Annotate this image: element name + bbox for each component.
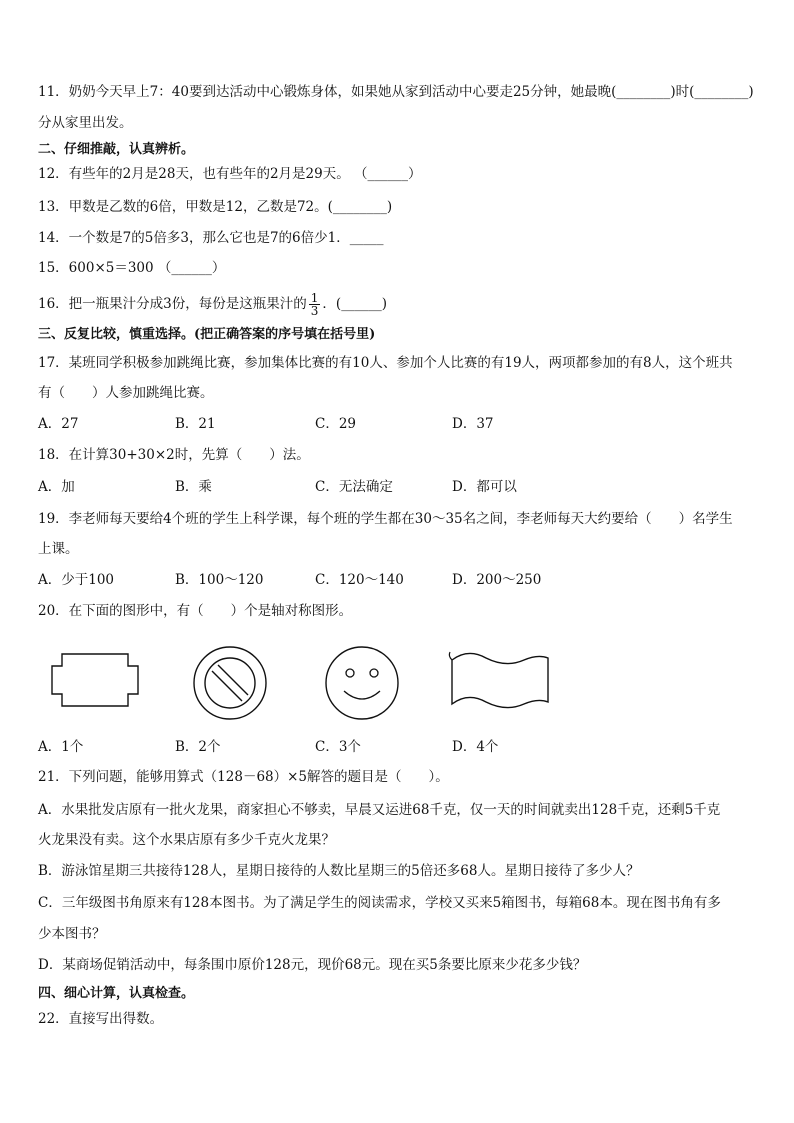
q11-line1: 11．奶奶今天早上7：40要到达活动中心锻炼身体，如果她从家到活动中心要走25分钟，她最晚(________)时(________) [38, 84, 754, 100]
q20-option-b[interactable]: B．2个 [175, 739, 221, 755]
section-4-heading: 四、细心计算，认真检查。 [38, 986, 195, 1001]
q19-option-d[interactable]: D．200～250 [452, 572, 542, 588]
q20-option-c[interactable]: C．3个 [315, 739, 361, 755]
q16-text-after: ．(______) [322, 296, 387, 312]
q18: 18．在计算30+30×2时，先算（ ）法。 [38, 447, 310, 463]
flag-shape-figure [444, 650, 554, 720]
q16-text-before: 16．把一瓶果汁分成3份，每份是这瓶果汁的 [38, 296, 307, 312]
section-3-heading: 三、反复比较，慎重选择。(把正确答案的序号填在括号里) [38, 327, 376, 342]
q18-option-c[interactable]: C．无法确定 [315, 479, 393, 495]
q17-line2: 有（ ）人参加跳绳比赛。 [38, 385, 214, 401]
q14: 14．一个数是7的5倍多3，那么它也是7的6倍少1．_____ [38, 230, 384, 246]
q21: 21．下列问题，能够用算式（128－68）×5解答的题目是（ ）。 [38, 769, 449, 785]
smiley-face-figure [324, 645, 400, 721]
q22: 22．直接写出得数。 [38, 1011, 164, 1027]
q17-option-c[interactable]: C．29 [315, 416, 357, 432]
q17-option-b[interactable]: B．21 [175, 416, 216, 432]
q20: 20．在下面的图形中，有（ ）个是轴对称图形。 [38, 603, 353, 619]
q19-option-a[interactable]: A．少于100 [38, 572, 115, 588]
q20-option-a[interactable]: A．1个 [38, 739, 84, 755]
q17-option-d[interactable]: D．37 [452, 416, 494, 432]
q19-line2: 上课。 [38, 541, 79, 557]
q21-option-c-line2[interactable]: 少本图书？ [38, 926, 106, 942]
q18-option-b[interactable]: B．乘 [175, 479, 212, 495]
notched-rectangle-figure [50, 652, 140, 708]
q21-option-c-line1[interactable]: C．三年级图书角原来有128本图书。为了满足学生的阅读需求，学校又买来5箱图书，每箱68本。现在图书角有多 [38, 895, 721, 911]
fraction-numerator: 1 [310, 291, 319, 305]
fraction-denominator: 3 [310, 304, 319, 318]
fraction [309, 292, 321, 317]
q21-option-a-line2[interactable]: 火龙果没有卖。这个水果店原有多少千克火龙果？ [38, 832, 335, 848]
q15: 15．600×5＝300 （______） [38, 260, 226, 276]
q21-option-b[interactable]: B．游泳馆星期三共接待128人，星期日接待的人数比星期三的5倍还多68人。星期日接待了多少人？ [38, 863, 640, 879]
q16 [38, 289, 387, 319]
q19-line1: 19．李老师每天要给4个班的学生上科学课，每个班的学生都在30～35名之间，李老师每天大约要给（ ）名学生 [38, 511, 733, 527]
q21-option-a-line1[interactable]: A．水果批发店原有一批火龙果，商家担心不够卖，早晨又运进68千克，仅一天的时间就卖出128千克，还剩5千克 [38, 802, 721, 818]
q17-line1: 17．某班同学积极参加跳绳比赛，参加集体比赛的有10人、参加个人比赛的有19人，两项都参加的有8人，这个班共 [38, 355, 733, 371]
q21-option-d[interactable]: D．某商场促销活动中，每条围巾原价128元，现价68元。现在买5条要比原来少花多少钱？ [38, 957, 587, 973]
section-2-heading: 二、仔细推敲，认真辨析。 [38, 142, 195, 157]
q18-option-a[interactable]: A．加 [38, 479, 75, 495]
q20-option-d[interactable]: D．4个 [452, 739, 499, 755]
no-entry-sign-figure [192, 645, 268, 721]
q12: 12．有些年的2月是28天，也有些年的2月是29天。 （______） [38, 166, 422, 182]
q13: 13．甲数是乙数的6倍，甲数是12，乙数是72。(________) [38, 199, 393, 215]
q19-option-b[interactable]: B．100～120 [175, 572, 264, 588]
q11-line2: 分从家里出发。 [38, 115, 133, 131]
q18-option-d[interactable]: D．都可以 [452, 479, 517, 495]
q19-option-c[interactable]: C．120～140 [315, 572, 404, 588]
q17-option-a[interactable]: A．27 [38, 416, 79, 432]
